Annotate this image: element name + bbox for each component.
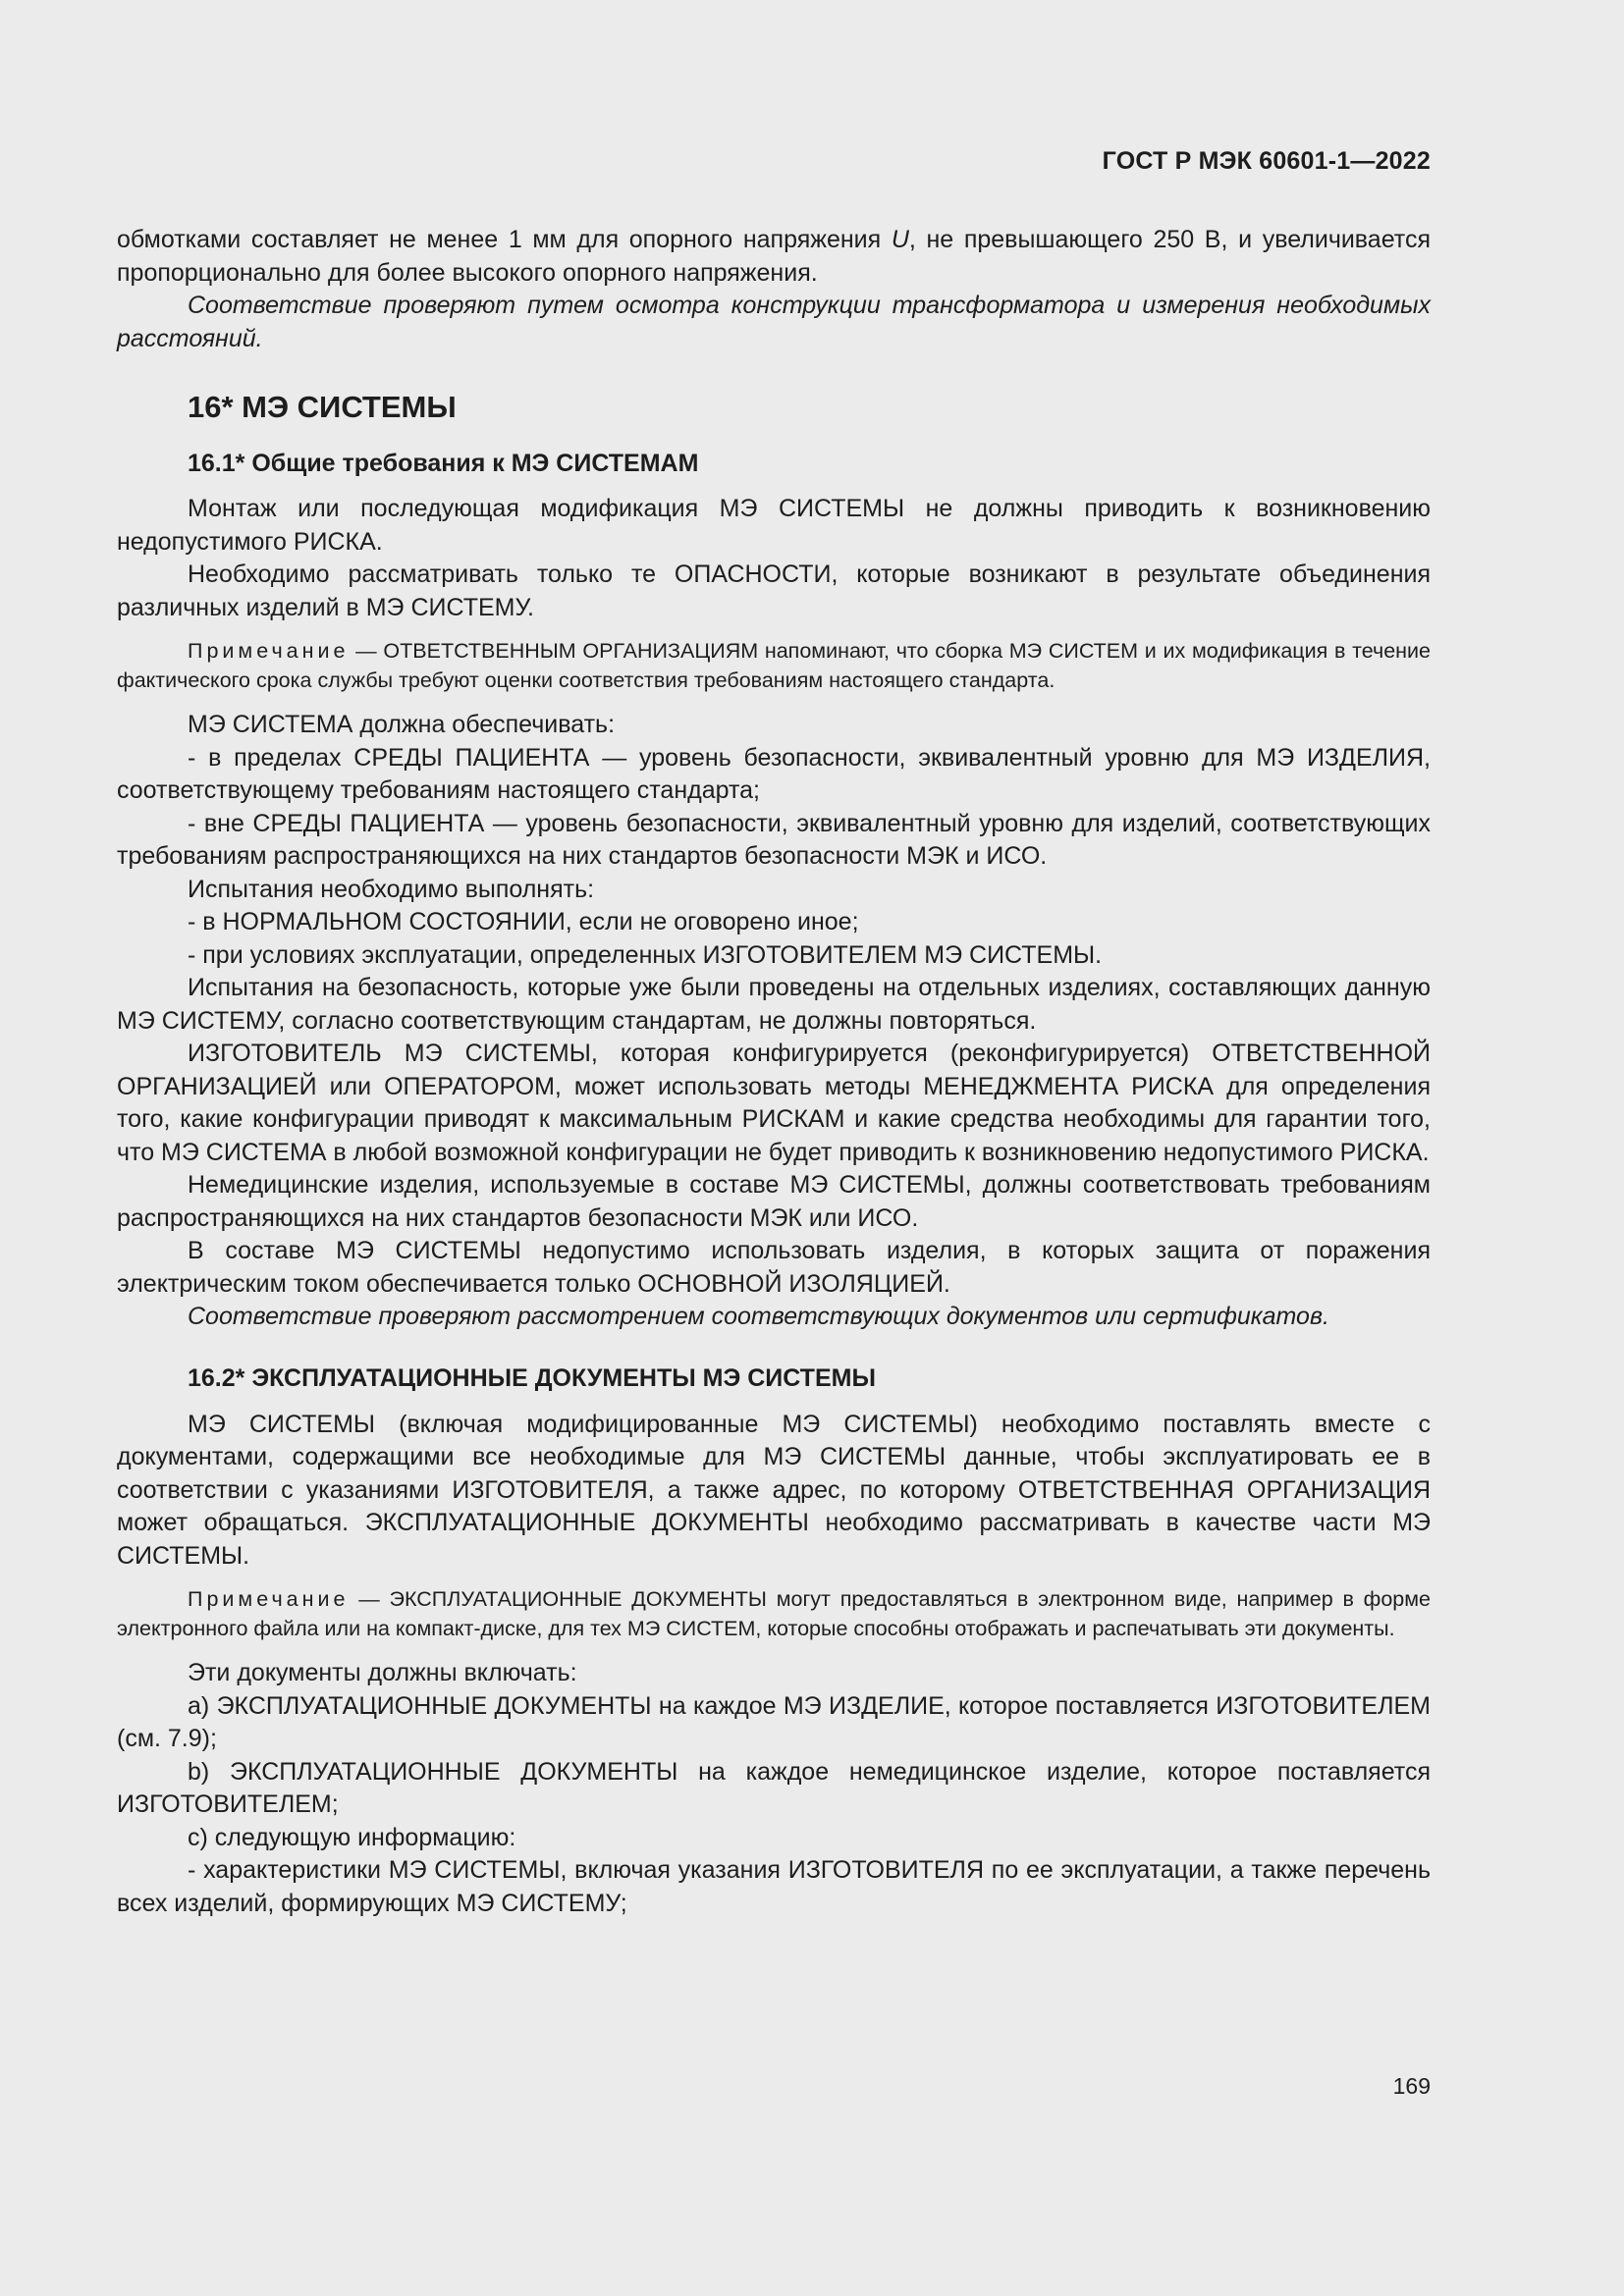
voltage-symbol: U [891, 226, 909, 253]
list-item: a) ЭКСПЛУАТАЦИОННЫЕ ДОКУМЕНТЫ на каждое МЭ ИЗДЕЛИЕ, которое поставляется ИЗГОТОВИТЕЛЕМ (см. 7.9); [117, 1691, 1431, 1752]
page-body [117, 224, 1431, 1920]
section-heading-16: 16* МЭ СИСТЕМЫ [188, 390, 457, 424]
paragraph: МЭ СИСТЕМЫ (включая модифицированные МЭ СИСТЕМЫ) необходимо поставлять вместе с документами, содержащими все необходимые для МЭ СИСТЕМЫ данные, чтобы эксплуатировать ее в соответствии с указаниями ИЗГОТОВИТЕЛЯ, а также адрес, по которому ОТВЕТСТВЕННАЯ ОРГАНИЗАЦИЯ может обращаться. ЭКСПЛУАТАЦИОННЫЕ ДОКУМЕНТЫ необходимо рассматривать в качестве части МЭ СИСТЕМЫ. [117, 1410, 1431, 1570]
note [117, 636, 1431, 695]
note-label: Примечание [188, 1587, 350, 1611]
list-item: c) следующую информацию: [188, 1823, 516, 1851]
list-item: - характеристики МЭ СИСТЕМЫ, включая указания ИЗГОТОВИТЕЛЯ по ее эксплуатации, а также перечень всех изделий, формирующих МЭ СИСТЕМУ; [117, 1856, 1431, 1917]
note-text: — ЭКСПЛУАТАЦИОННЫЕ ДОКУМЕНТЫ могут предоставляться в электронном виде, например в форме электронного файла или на компакт-диске, для тех МЭ СИСТЕМ, которые способны отображать и распечатывать эти документы. [117, 1587, 1431, 1640]
note [117, 1584, 1431, 1643]
paragraph: Испытания необходимо выполнять: [188, 875, 595, 903]
page-number: 169 [1392, 2073, 1431, 2099]
paragraph: Немедицинские изделия, используемые в составе МЭ СИСТЕМЫ, должны соответствовать требованиям распространяющихся на них стандартов безопасности МЭК или ИСО. [117, 1171, 1431, 1232]
paragraph: Эти документы должны включать: [188, 1659, 577, 1686]
paragraph: В составе МЭ СИСТЕМЫ недопустимо использовать изделия, в которых защита от поражения электрическим током обеспечивается только ОСНОВНОЙ ИЗОЛЯЦИЕЙ. [117, 1237, 1431, 1298]
list-item: - в пределах СРЕДЫ ПАЦИЕНТА — уровень безопасности, эквивалентный уровню для МЭ ИЗДЕЛИЯ, соответствующему требованиям настоящего стандарта; [117, 743, 1431, 804]
paragraph: МЭ СИСТЕМА должна обеспечивать: [188, 711, 616, 738]
paragraph [117, 224, 1431, 290]
list-item: - в НОРМАЛЬНОМ СОСТОЯНИИ, если не оговорено иное; [188, 908, 859, 935]
note-text: — ОТВЕТСТВЕННЫМ ОРГАНИЗАЦИЯМ напоминают, что сборка МЭ СИСТЕМ и их модификация в течение фактического срока службы требуют оценки соответствия требованиям настоящего стандарта. [117, 639, 1431, 692]
paragraph: Испытания на безопасность, которые уже были проведены на отдельных изделиях, составляющих данную МЭ СИСТЕМУ, согласно соответствующим стандартам, не должны повторяться. [117, 974, 1431, 1035]
compliance-statement: Соответствие проверяют путем осмотра конструкции трансформатора и измерения необходимых расстояний. [117, 292, 1431, 352]
list-item: - вне СРЕДЫ ПАЦИЕНТА — уровень безопасности, эквивалентный уровню для изделий, соответствующих требованиям распространяющихся на них стандартов безопасности МЭК и ИСО. [117, 809, 1431, 870]
paragraph-text: обмотками составляет не менее 1 мм для опорного напряжения [117, 226, 892, 253]
subsection-heading-16-2: 16.2* ЭКСПЛУАТАЦИОННЫЕ ДОКУМЕНТЫ МЭ СИСТЕМЫ [188, 1363, 876, 1392]
paragraph: ИЗГОТОВИТЕЛЬ МЭ СИСТЕМЫ, которая конфигурируется (реконфигурируется) ОТВЕТСТВЕННОЙ ОРГАНИЗАЦИЕЙ или ОПЕРАТОРОМ, может использовать методы МЕНЕДЖМЕНТА РИСКА для определения того, какие конфигурации приводят к максимальным РИСКАМ и какие средства необходимы для гарантии того, что МЭ СИСТЕМА в любой возможной конфигурации не будет приводить к возникновению недопустимого РИСКА. [117, 1040, 1431, 1166]
subsection-heading-16-1: 16.1* Общие требования к МЭ СИСТЕМАМ [188, 450, 699, 477]
paragraph-text: , не превышающего 250 В, и увеличивается пропорционально для более высокого опорного напряжения. [117, 226, 1431, 287]
note-label: Примечание [188, 639, 350, 663]
list-item: - при условиях эксплуатации, определенных ИЗГОТОВИТЕЛЕМ МЭ СИСТЕМЫ. [188, 940, 1103, 969]
document-header: ГОСТ Р МЭК 60601-1—2022 [1102, 147, 1431, 175]
list-item: b) ЭКСПЛУАТАЦИОННЫЕ ДОКУМЕНТЫ на каждое немедицинское изделие, которое поставляется ИЗГОТОВИТЕЛЕМ; [117, 1757, 1431, 1818]
paragraph: Необходимо рассматривать только те ОПАСНОСТИ, которые возникают в результате объединения различных изделий в МЭ СИСТЕМУ. [117, 561, 1431, 621]
paragraph: Монтаж или последующая модификация МЭ СИСТЕМЫ не должны приводить к возникновению недопустимого РИСКА. [117, 495, 1431, 556]
compliance-statement: Соответствие проверяют рассмотрением соответствующих документов или сертификатов. [188, 1303, 1329, 1330]
